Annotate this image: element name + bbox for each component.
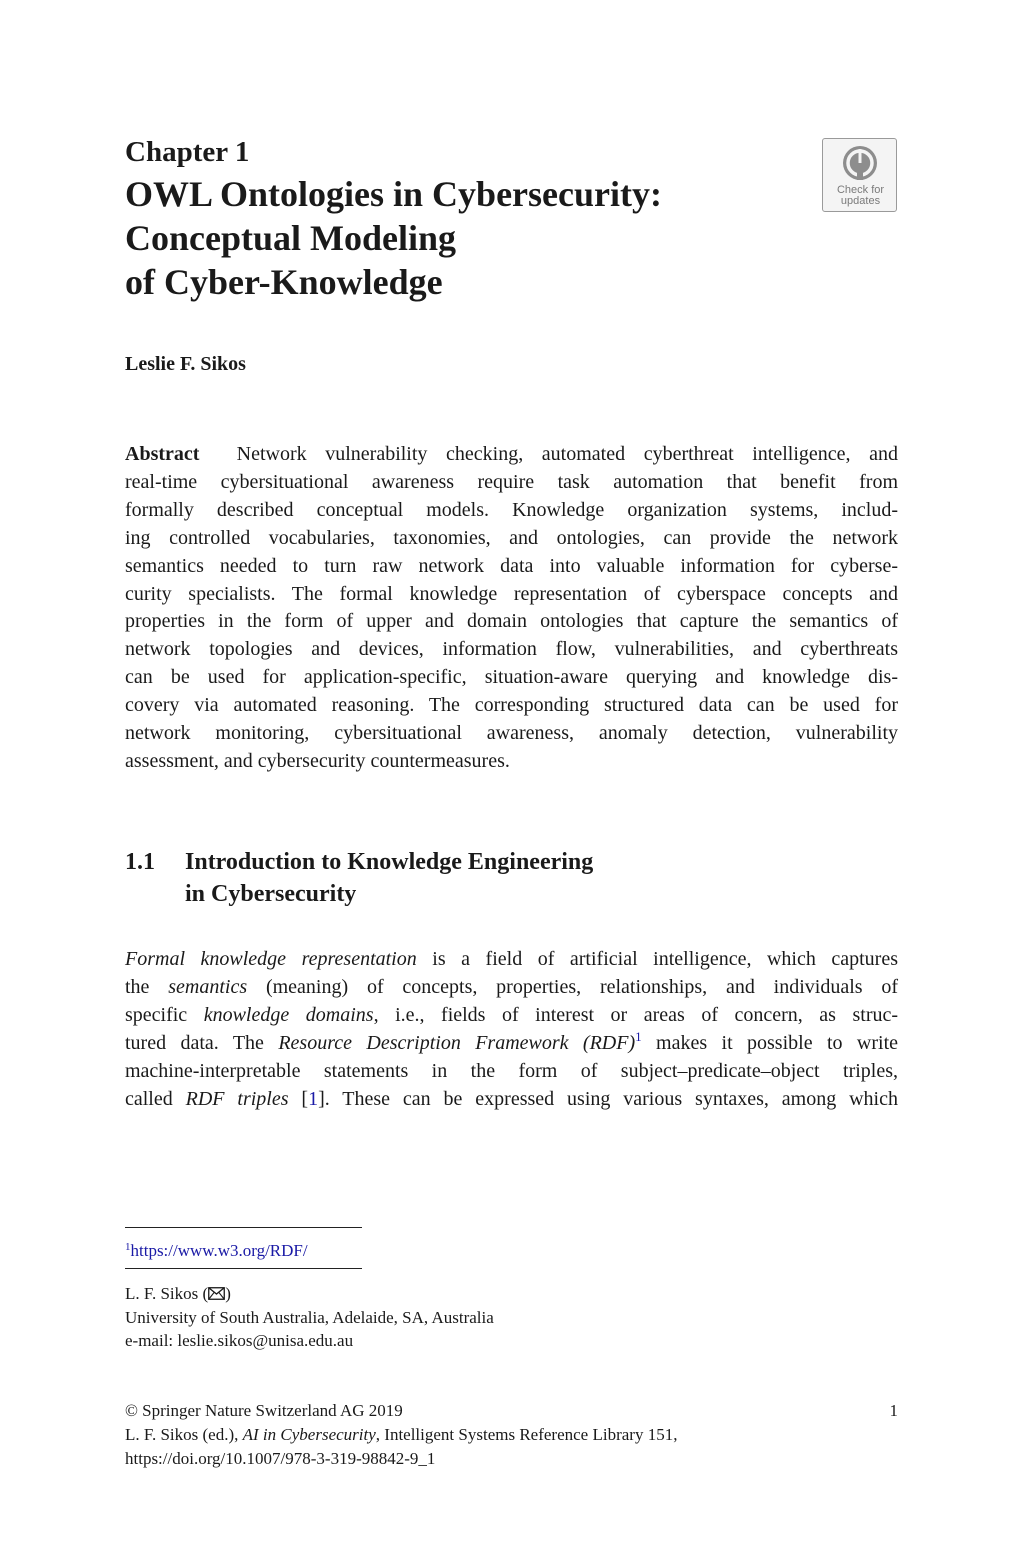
chapter-title-line: of Cyber-Knowledge xyxy=(125,262,443,302)
abstract xyxy=(125,441,898,776)
abstract-line: properties in the form of upper and domain ontologies that capture the semantics of xyxy=(125,610,898,633)
body-line: called RDF triples [1]. These can be expressed using various syntaxes, among which xyxy=(125,1087,898,1110)
abstract-line: ing controlled vocabularies, taxonomies, and ontologies, can provide the network xyxy=(125,526,898,549)
footnote-url-link[interactable]: https://www.w3.org/RDF/ xyxy=(130,1241,308,1260)
affiliation-name: L. F. Sikos xyxy=(125,1284,199,1303)
body-paragraph xyxy=(125,946,898,1113)
doi-link[interactable]: https://doi.org/10.1007/978-3-319-98842-9_1 xyxy=(125,1449,436,1468)
chapter-title-line: Conceptual Modeling xyxy=(125,218,457,258)
section-number: 1.1 xyxy=(125,849,155,875)
copyright-block xyxy=(125,1399,677,1471)
abstract-line: Abstract Network vulnerability checking, automated cyberthreat intelligence, and xyxy=(125,443,899,465)
check-for-updates-badge[interactable] xyxy=(822,138,897,212)
envelope-icon[interactable] xyxy=(208,1287,225,1300)
abstract-label: Abstract xyxy=(125,443,200,465)
body-line: tured data. The Resource Description Framework (RDF)$^1$ makes it possible to write xyxy=(125,1028,899,1054)
citation-link[interactable]: 1 xyxy=(308,1087,319,1110)
abstract-line: semantics needed to turn raw network data into valuable information for cyberse- xyxy=(125,554,898,577)
abstract-line: covery via automated reasoning. The corresponding structured data can be used for xyxy=(125,694,898,717)
abstract-line: formally described conceptual models. Knowledge organization systems, includ- xyxy=(125,498,898,521)
page-number: 1 xyxy=(889,1401,898,1420)
chapter-title xyxy=(125,172,785,304)
abstract-line: network topologies and devices, information flow, vulnerabilities, and cyberthreats xyxy=(125,638,898,661)
footnote-ref-link[interactable]: 1 xyxy=(635,1028,642,1044)
chapter-label: Chapter 1 xyxy=(125,136,250,168)
body-line: machine-interpretable statements in the form of subject–predicate–object triples, xyxy=(125,1059,898,1082)
affiliation-email: e-mail: leslie.sikos@unisa.edu.au xyxy=(125,1331,354,1351)
body-line: specific knowledge domains, i.e., fields of interest or areas of concern, as struc- xyxy=(125,1003,899,1026)
chapter-title-line: OWL Ontologies in Cybersecurity: xyxy=(125,174,662,214)
abstract-line: assessment, and cybersecurity countermeasures. xyxy=(125,749,510,772)
body-line: Formal knowledge representation is a field of artificial intelligence, which captures xyxy=(125,948,898,970)
footnote-rule xyxy=(125,1227,362,1228)
footnote-marker: 1 xyxy=(125,1241,131,1253)
check-for-updates-icon xyxy=(842,145,878,181)
footnote xyxy=(125,1240,308,1262)
abstract-line: real-time cybersituational awareness require task automation that benefit from xyxy=(125,470,898,493)
affiliation: L. F. Sikos ( ) University of South Australia, Adelaide, SA, Australia e-mail: leslie.sikos@unisa.edu.au xyxy=(125,1282,494,1353)
abstract-line: can be used for application-specific, situation-aware querying and knowledge dis- xyxy=(125,666,898,689)
body-line: the semantics (meaning) of concepts, properties, relationships, and individuals of xyxy=(125,975,899,998)
section-title: Introduction to Knowledge Engineering in Cybersecurity xyxy=(185,849,594,907)
author-name: Leslie F. Sikos xyxy=(125,353,246,375)
footnote-rule xyxy=(125,1268,362,1269)
citation-line: L. F. Sikos (ed.), AI in Cybersecurity, Intelligent Systems Reference Library 151, xyxy=(125,1425,678,1444)
abstract-line: network monitoring, cybersituational awareness, anomaly detection, vulnerability xyxy=(125,722,898,745)
affiliation-institution: University of South Australia, Adelaide, SA, Australia xyxy=(125,1307,494,1327)
check-for-updates-text: Check for updates xyxy=(836,184,885,207)
abstract-line: curity specialists. The formal knowledge representation of cyberspace concepts and xyxy=(125,582,898,605)
copyright-line: © Springer Nature Switzerland AG 2019 xyxy=(125,1401,403,1420)
